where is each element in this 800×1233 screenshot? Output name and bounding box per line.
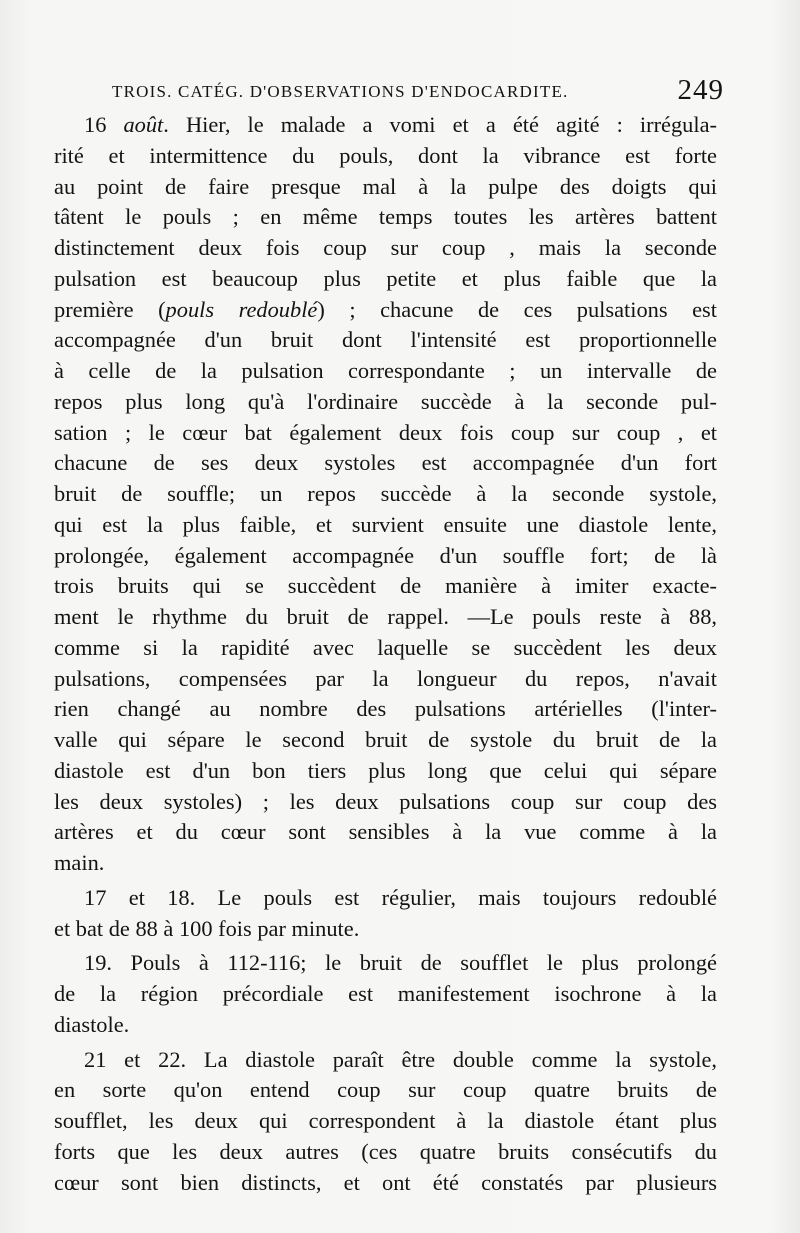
text-line: forts que les deux autres (ces quatre bruits consécutifs du — [54, 1138, 717, 1164]
text-line: artères et du cœur sont sensibles à la vue comme à la — [54, 819, 717, 845]
text-line: les deux systoles) ; les deux pulsations coup sur coup des — [54, 788, 717, 814]
text-line: 21 et 22. La diastole paraît être double comme la systole, — [84, 1046, 717, 1072]
page-header — [84, 72, 724, 112]
text-line: bruit de souffle; un repos succède à la seconde systole, — [54, 481, 717, 506]
text-line: valle qui sépare le second bruit de systole du bruit de la — [54, 727, 717, 752]
text-line: au point de faire presque mal à la pulpe des doigts qui — [54, 173, 717, 199]
text-line: soufflet, les deux qui correspondent à la diastole étant plus — [54, 1108, 717, 1133]
page-number: 249 — [677, 74, 724, 106]
text-line: accompagnée d'un bruit dont l'intensité est proportionnelle — [54, 327, 717, 353]
text-line: cœur sont bien distincts, et ont été constatés par plusieurs — [54, 1169, 717, 1195]
text-line — [54, 110, 717, 141]
line-segment: première ( — [54, 296, 166, 322]
text-line: distinctement deux fois coup sur coup , mais la seconde — [54, 235, 717, 260]
text-line: pulsations, compensées par la longueur du repos, n'avait — [54, 665, 717, 691]
text-line: prolongée, également accompagnée d'un souffle fort; de là — [54, 542, 717, 568]
text-line: 17 et 18. Le pouls est régulier, mais toujours redoublé — [84, 884, 717, 910]
text-line: main. — [54, 850, 105, 875]
text-line: ment le rhythme du bruit de rappel. —Le pouls reste à 88, — [54, 604, 717, 629]
text-line — [54, 295, 717, 326]
text-line: repos plus long qu'à l'ordinaire succède à la seconde pul- — [54, 388, 717, 414]
line-segment: . Hier, le malade a vomi et a été agité : irrégula- — [163, 112, 717, 137]
paragraph — [54, 948, 717, 1040]
text-line: tâtent le pouls ; en même temps toutes les artères battent — [54, 204, 717, 230]
italic-segment: pouls redoublé — [165, 296, 318, 322]
line-segment: 16 — [84, 112, 124, 137]
body-text — [54, 110, 717, 1198]
text-line: comme si la rapidité avec laquelle se succèdent les deux — [54, 634, 717, 660]
paragraph — [54, 110, 717, 879]
line-segment: ) ; chacune de ces pulsations est — [317, 296, 717, 322]
text-line: de la région précordiale est manifestement isochrone à la — [54, 981, 717, 1006]
text-line: rité et intermittence du pouls, dont la vibrance est forte — [54, 142, 717, 168]
text-line: diastole. — [54, 1011, 130, 1037]
text-line: chacune de ses deux systoles est accompagnée d'un fort — [54, 450, 717, 476]
text-line: diastole est d'un bon tiers plus long que celui qui sépare — [54, 757, 717, 783]
text-line: rien changé au nombre des pulsations artérielles (l'inter- — [54, 696, 717, 722]
text-line: trois bruits qui se succèdent de manière à imiter exacte- — [54, 573, 717, 599]
text-line: pulsation est beaucoup plus petite et plus faible que la — [54, 265, 717, 291]
text-line: sation ; le cœur bat également deux fois coup sur coup , et — [54, 419, 717, 445]
paragraph — [54, 883, 717, 945]
italic-segment: août — [123, 112, 164, 137]
text-line: et bat de 88 à 100 fois par minute. — [54, 915, 360, 941]
running-head: TROIS. CATÉG. D'OBSERVATIONS D'ENDOCARDITE. — [112, 82, 569, 101]
paragraph — [54, 1045, 717, 1199]
text-line: 19. Pouls à 112-116; le bruit de soufflet le plus prolongé — [84, 950, 717, 976]
text-line: qui est la plus faible, et survient ensuite une diastole lente, — [54, 511, 717, 537]
text-line: à celle de la pulsation correspondante ; un intervalle de — [54, 358, 717, 383]
text-line: en sorte qu'on entend coup sur coup quatre bruits de — [54, 1077, 717, 1103]
